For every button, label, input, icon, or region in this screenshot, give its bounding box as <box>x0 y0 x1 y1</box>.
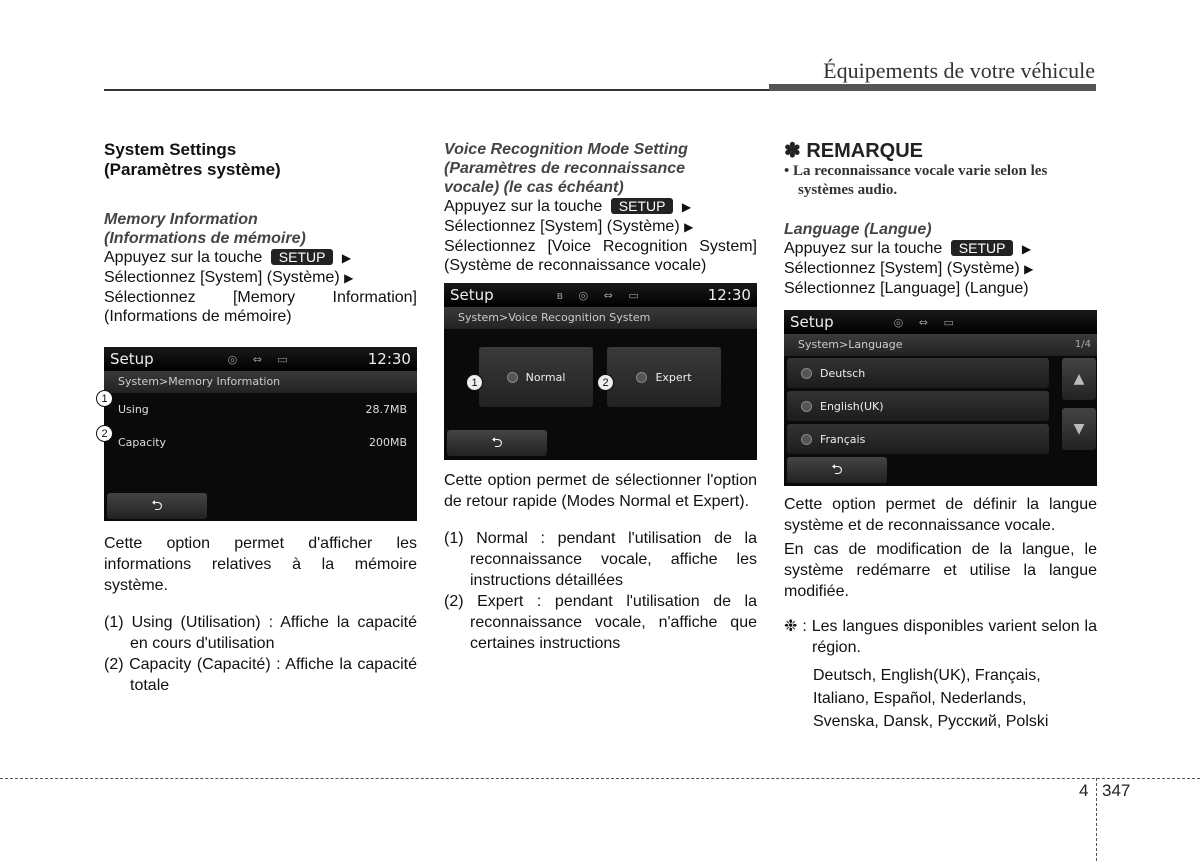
language-option-deutsch[interactable]: Deutsch <box>787 358 1049 388</box>
triangle-right-icon: ▶ <box>344 271 354 285</box>
memory-row-capacity: Capacity 200MB <box>118 436 407 449</box>
screen-breadcrumb: System>Language 1/4 <box>784 334 1097 356</box>
radio-icon <box>801 401 812 412</box>
instruction-press: Appuyez sur la touche SETUP ▶ <box>444 198 692 215</box>
setup-key: SETUP <box>271 249 334 265</box>
setup-key: SETUP <box>611 198 674 214</box>
subheading: Memory Information <box>104 211 258 228</box>
instruction-select-system: Sélectionnez [System] (Système) ▶ <box>784 260 1034 277</box>
subheading-fr: (Informations de mémoire) <box>104 230 306 247</box>
scroll-down-button[interactable]: ▼ <box>1062 408 1096 450</box>
instruction-select-system: Sélectionnez [System] (Système) ▶ <box>104 269 354 286</box>
chapter-number: 4 <box>1079 781 1089 800</box>
instruction-press: Appuyez sur la touche SETUP ▶ <box>104 249 352 266</box>
header-rule <box>104 89 769 91</box>
section-heading-fr: (Paramètres système) <box>104 160 281 179</box>
triangle-right-icon: ▶ <box>684 220 694 234</box>
screen-breadcrumb: System>Memory Information <box>104 371 417 393</box>
subheading: Voice Recognition Mode Setting <box>444 141 688 158</box>
language-screen <box>784 310 1097 486</box>
language-option-francais[interactable]: Français <box>787 424 1049 454</box>
triangle-right-icon: ▶ <box>681 200 692 214</box>
memory-row-using: Using 28.7MB <box>118 403 407 416</box>
voice-recognition-screen <box>444 283 757 460</box>
header-rule-thick <box>769 84 1096 91</box>
normal-mode-button[interactable]: Normal <box>479 347 593 407</box>
page-header-title: Équipements de votre véhicule <box>823 58 1095 83</box>
expert-mode-button[interactable]: Expert <box>607 347 721 407</box>
scroll-up-button[interactable]: ▲ <box>1062 358 1096 400</box>
list-item: (2) Capacity (Capacité) : Affiche la capacité totale <box>104 656 417 694</box>
triangle-right-icon: ▶ <box>341 251 352 265</box>
instruction-select-system: Sélectionnez [System] (Système) ▶ <box>444 218 694 235</box>
screen-title: Setup <box>450 285 494 304</box>
status-icons: ◎ ⇔ ▭ <box>893 315 960 329</box>
status-icons: ◎ ⇔ ▭ <box>227 352 294 366</box>
instruction-select-memory: Sélectionnez [Memory Information] (Informations de mémoire) <box>104 289 417 325</box>
note-marker: ❉ : <box>784 618 807 635</box>
status-icons: ʙ ◎ ⇔ ▭ <box>556 288 645 302</box>
subheading-fr-2: vocale) (le cas échéant) <box>444 179 624 196</box>
note: ❉ : Les langues disponibles varient selon la région. <box>784 618 1097 656</box>
list-item: (1) Normal : pendant l'utilisation de la reconnaissance vocale, affiche les instructions détaillées <box>444 530 757 589</box>
page-number: 347 <box>1102 781 1131 800</box>
radio-icon <box>636 372 647 383</box>
language-option-english-uk[interactable]: English(UK) <box>787 391 1049 421</box>
description: Cette option permet d'afficher les informations relatives à la mémoire système. <box>104 535 417 594</box>
memory-info-screen <box>104 347 417 521</box>
description: Cette option permet de définir la langue système et de reconnaissance vocale. <box>784 496 1097 534</box>
screen-breadcrumb: System>Voice Recognition System <box>444 307 757 329</box>
column-voice-recognition <box>444 140 757 654</box>
column-system-settings <box>104 140 417 696</box>
subheading: Language (Langue) <box>784 221 932 238</box>
remark-body: • La reconnaissance vocale varie selon les systèmes audio. <box>784 163 1048 198</box>
radio-icon <box>801 368 812 379</box>
instruction-select-voice: Sélectionnez [Voice Recognition System] (Système de reconnaissance vocale) <box>444 238 757 274</box>
back-button[interactable]: ⮌ <box>447 430 547 456</box>
screen-status-bar <box>784 310 1097 334</box>
back-button[interactable]: ⮌ <box>787 457 887 483</box>
setup-key: SETUP <box>951 240 1014 256</box>
screen-status-bar <box>444 283 757 307</box>
screen-title: Setup <box>110 349 154 368</box>
radio-icon <box>801 434 812 445</box>
clock: 12:30 <box>707 285 751 304</box>
list-item: (1) Using (Utilisation) : Affiche la capacité en cours d'utilisation <box>104 614 417 652</box>
screen-title: Setup <box>790 312 834 331</box>
column-language <box>784 140 1097 733</box>
back-button[interactable]: ⮌ <box>107 493 207 519</box>
section-heading: System Settings <box>104 140 237 159</box>
item-list <box>104 612 417 696</box>
callout-marker: 1 <box>466 374 483 391</box>
page-indicator: 1/4 <box>1074 339 1091 350</box>
callout-marker: 2 <box>597 374 614 391</box>
remark-title: ✽ REMARQUE <box>784 140 923 162</box>
description-2: En cas de modification de la langue, le système redémarre et utilise la langue modifiée. <box>784 541 1097 600</box>
language-list: Deutsch, English(UK), Français, Italiano, Español, Nederlands, Svenska, Dansk, Русский, Polski <box>813 667 1049 730</box>
clock: 12:30 <box>367 349 411 368</box>
footer-dashed-divider <box>1096 778 1097 861</box>
instruction-press: Appuyez sur la touche SETUP ▶ <box>784 240 1032 257</box>
triangle-right-icon: ▶ <box>1024 262 1034 276</box>
list-item: (2) Expert : pendant l'utilisation de la reconnaissance vocale, n'affiche que certaines instructions <box>444 593 757 652</box>
description: Cette option permet de sélectionner l'option de retour rapide (Modes Normal et Expert). <box>444 472 757 510</box>
subheading-fr: (Paramètres de reconnaissance <box>444 160 686 177</box>
radio-icon <box>507 372 518 383</box>
screen-status-bar <box>104 347 417 371</box>
triangle-right-icon: ▶ <box>1021 242 1032 256</box>
footer-dashed-rule <box>0 778 1200 779</box>
item-list <box>444 528 757 654</box>
callout-marker: 1 <box>96 390 113 407</box>
callout-marker: 2 <box>96 425 113 442</box>
instruction-select-language: Sélectionnez [Language] (Langue) <box>784 280 1029 297</box>
